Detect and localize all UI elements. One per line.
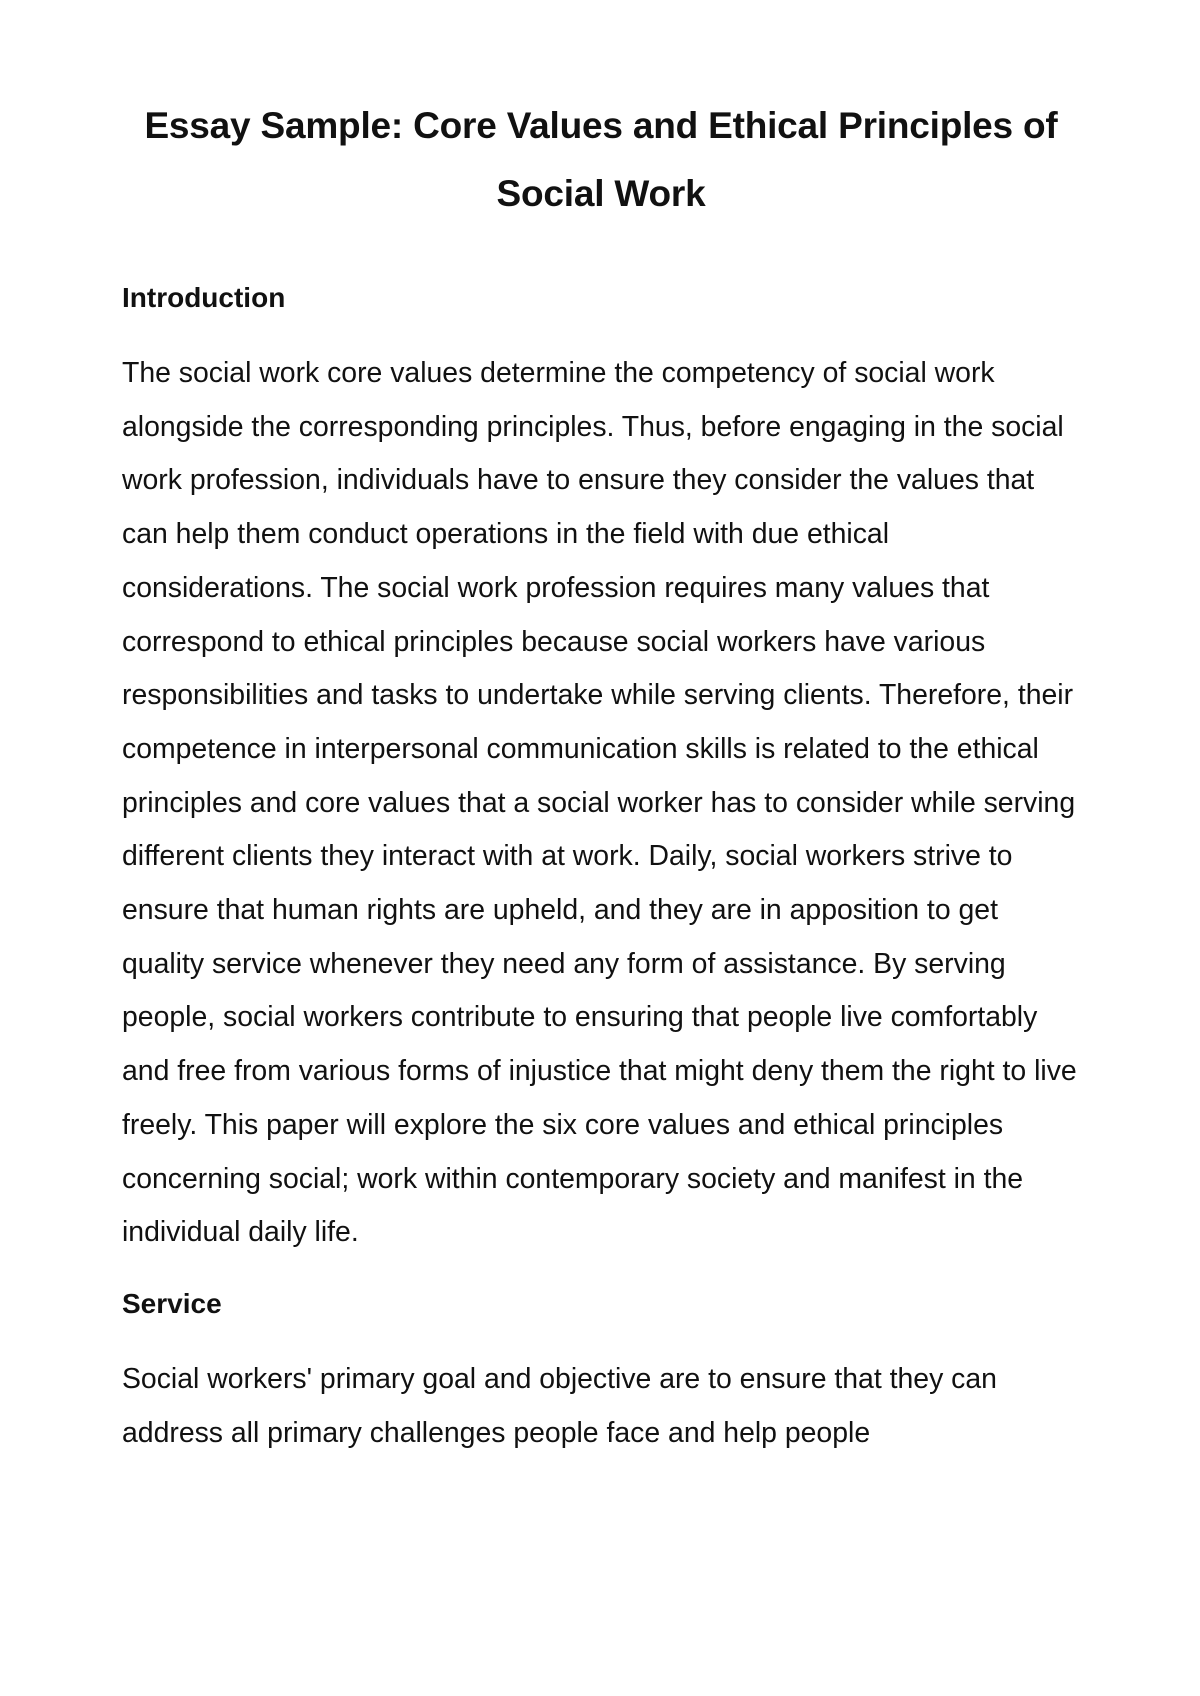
paragraph-service: Social workers' primary goal and objective are to ensure that they can address all primary challenges people face and help people — [122, 1362, 997, 1449]
document-content — [122, 92, 1080, 1460]
section-heading-introduction: Introduction — [122, 282, 286, 313]
section-heading-service: Service — [122, 1287, 222, 1319]
document-title: Essay Sample: Core Values and Ethical Principles of Social Work — [144, 105, 1058, 214]
paragraph-introduction: The social work core values determine the competency of social work alongside the corresponding principles. Thus, before engaging in the social work profession, individuals have to ensure they consider the values that can help them conduct operations in the field with due ethical considerations. The social work profession requires many values that correspond to ethical principles because social workers have various responsibilities and tasks to undertake while serving clients. Therefore, their competence in interpersonal communication skills is related to the ethical principles and core values that a social worker has to consider while serving different clients they interact with at work. Daily, social workers strive to ensure that human rights are upheld, and they are in apposition to get quality service whenever they need any form of assistance. By serving people, social workers contribute to ensuring that people live comfortably and free from various forms of injustice that might deny them the right to live freely. This paper will explore the six core values and ethical principles concerning social; work within contemporary society and manifest in the individual daily life. — [122, 357, 1077, 1249]
